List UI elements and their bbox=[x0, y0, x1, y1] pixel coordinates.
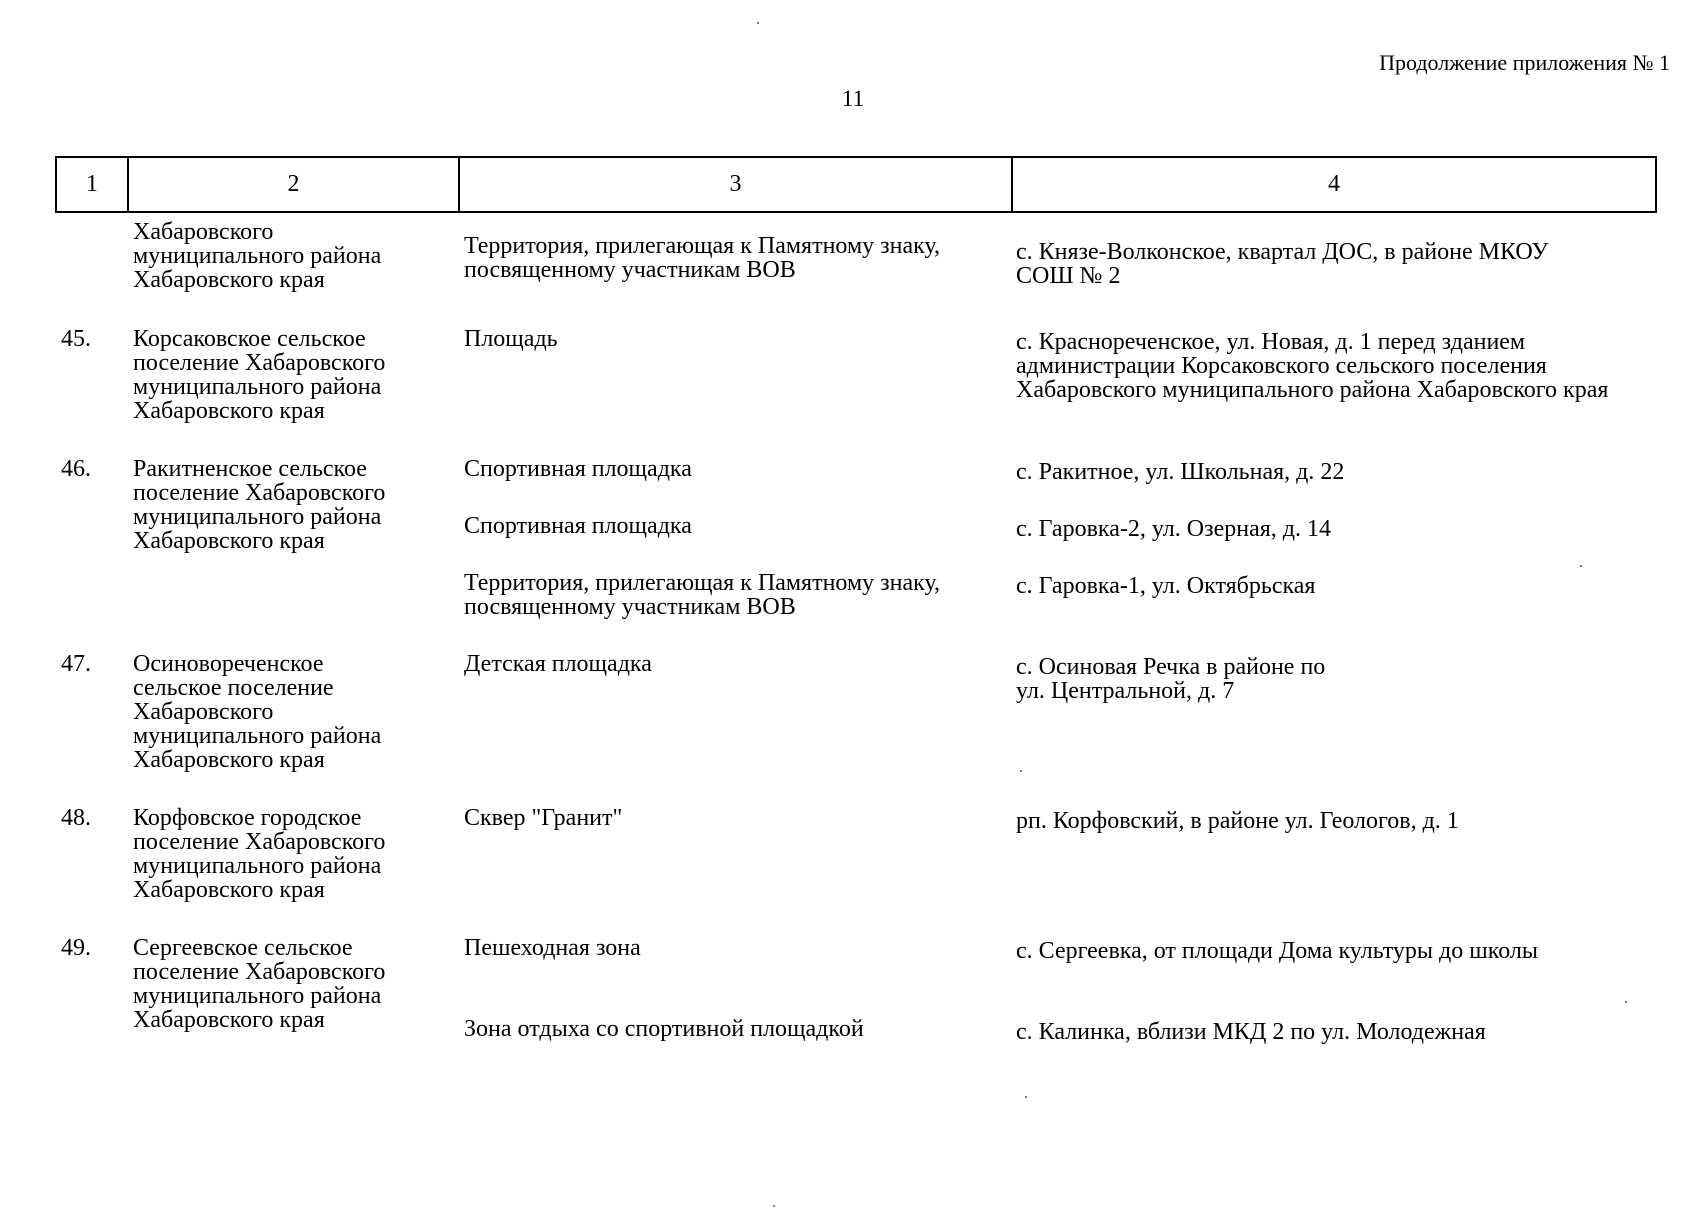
object-name: Пешеходная зона bbox=[464, 935, 641, 961]
settlement-name: Корфовское городское поселение Хабаровского муниципального района Хабаровского края bbox=[133, 805, 386, 903]
settlement-name: Осиновореченское сельское поселение Хабаровского муниципального района Хабаровского края bbox=[133, 651, 382, 773]
object-address: с. Сергеевка, от площади Дома культуры до школы bbox=[1016, 938, 1538, 964]
object-name: Детская площадка bbox=[464, 651, 652, 677]
column-header-3: 3 bbox=[460, 158, 1013, 211]
scan-speck bbox=[757, 22, 759, 24]
scan-speck bbox=[1020, 770, 1022, 772]
object-address: с. Князе-Волконское, квартал ДОС, в районе МКОУ СОШ № 2 bbox=[1016, 239, 1549, 289]
object-name: Сквер "Гранит" bbox=[464, 805, 623, 831]
scan-speck bbox=[1580, 565, 1582, 567]
continuation-note: Продолжение приложения № 1 bbox=[1379, 50, 1670, 75]
row-number: 46. bbox=[61, 456, 91, 482]
settlement-name: Сергеевское сельское поселение Хабаровского муниципального района Хабаровского края bbox=[133, 935, 386, 1033]
object-name: Спортивная площадка bbox=[464, 513, 692, 539]
object-address: с. Гаровка-2, ул. Озерная, д. 14 bbox=[1016, 516, 1331, 542]
object-name: Спортивная площадка bbox=[464, 456, 692, 482]
row-number: 45. bbox=[61, 326, 91, 352]
object-name: Зона отдыха со спортивной площадкой bbox=[464, 1016, 864, 1042]
object-name: Территория, прилегающая к Памятному знаку, посвященному участникам ВОВ bbox=[464, 233, 941, 283]
column-header-1: 1 bbox=[57, 158, 129, 211]
object-address: рп. Корфовский, в районе ул. Геологов, д. 1 bbox=[1016, 808, 1459, 834]
object-address: с. Калинка, вблизи МКД 2 по ул. Молодежная bbox=[1016, 1019, 1486, 1045]
column-header-2: 2 bbox=[129, 158, 460, 211]
row-number: 47. bbox=[61, 651, 91, 677]
settlement-name: Ракитненское сельское поселение Хабаровского муниципального района Хабаровского края bbox=[133, 456, 386, 554]
object-address: с. Ракитное, ул. Школьная, д. 22 bbox=[1016, 459, 1345, 485]
object-name: Территория, прилегающая к Памятному знаку, посвященному участникам ВОВ bbox=[464, 570, 941, 620]
settlement-name: Корсаковское сельское поселение Хабаровского муниципального района Хабаровского края bbox=[133, 326, 386, 424]
table-header bbox=[55, 156, 1657, 213]
row-number: 48. bbox=[61, 805, 91, 831]
object-address: с. Гаровка-1, ул. Октябрьская bbox=[1016, 573, 1316, 599]
object-address: с. Осиновая Речка в районе по ул. Центральной, д. 7 bbox=[1016, 654, 1326, 704]
object-address: с. Краснореченское, ул. Новая, д. 1 перед зданием администрации Корсаковского сельского поселения Хабаровского муниципального района Хабаровского края bbox=[1016, 329, 1609, 403]
column-header-4: 4 bbox=[1328, 171, 1340, 197]
object-name: Площадь bbox=[464, 326, 558, 352]
page-number: 11 bbox=[841, 86, 865, 111]
row-number: 49. bbox=[61, 935, 91, 961]
settlement-name: Хабаровского муниципального района Хабаровского края bbox=[133, 219, 382, 293]
scan-speck bbox=[1025, 1096, 1027, 1098]
scan-speck bbox=[1625, 1001, 1627, 1003]
